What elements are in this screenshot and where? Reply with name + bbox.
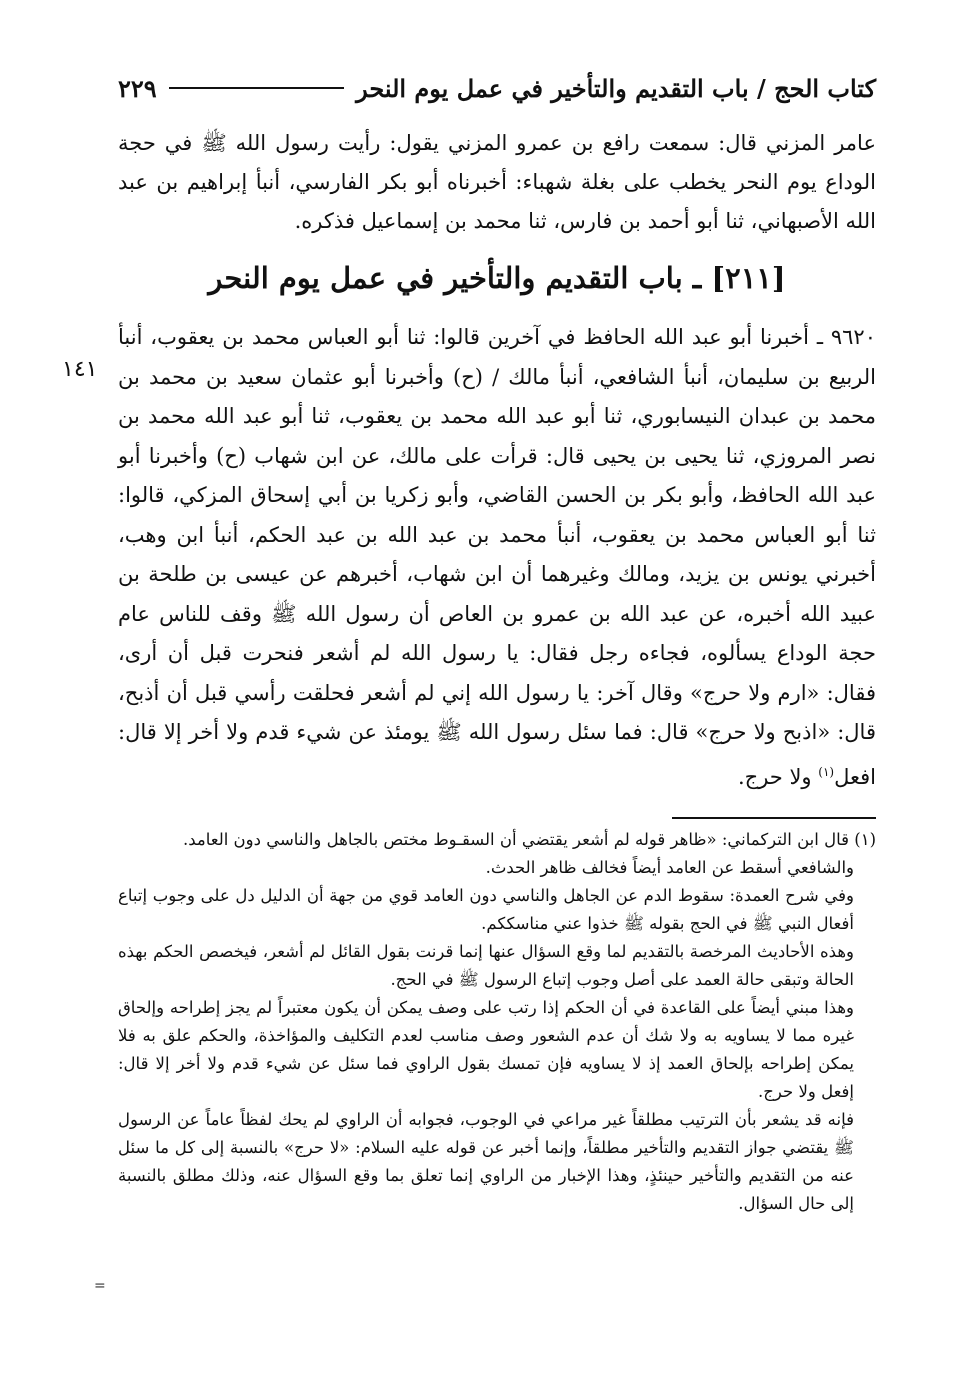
page-number: ٢٢٩	[118, 73, 157, 103]
footnotes	[118, 826, 876, 1218]
footnote-separator	[672, 817, 876, 819]
hadith-text-end: ولا حرج.	[737, 764, 819, 789]
footnote-paragraph: وهذا مبني أيضاً على القاعدة في أن الحكم إذا رتب على وصف يمكن أن يكون معتبراً لم يجز إطراحه وإلحاق غيره مما لا يساويه به ولا شك أن عدم الشعور وصف مناسب لعدم التكليف والمؤاخذة، والحكم علق به فلا يمكن إطراحه بإلحاق العمد إذ لا يساويه فإن تمسك بقول الراوي فما سئل عن شيء قدم ولا أخر إلا قال: إفعل ولا حرج.	[118, 998, 854, 1101]
header-rule	[169, 87, 344, 89]
hadith-text	[118, 318, 876, 797]
footnote-marker[interactable]: (١)	[818, 764, 835, 779]
footnote-paragraph: وفي شرح العمدة: سقوط الدم عن الجاهل والناسي دون العامد قوي من جهة أن الدليل دل على وجوب إتباع أفعال النبي ﷺ في الحج بقوله ﷺ خذوا عني مناسككم.	[118, 886, 854, 933]
footnote-paragraph: وهذه الأحاديث المرخصة بالتقديم لما وقع السؤال عنها إنما قرنت بقول القائل لم أشعر، فيخصص الحكم بهذه الحالة وتبقى حالة العمد على أصل وجوب إتباع الرسول ﷺ في الحج.	[118, 942, 854, 989]
hadith-text-main: ٩٦٢٠ ـ أخبرنا أبو عبد الله الحافظ في آخرين قالوا: ثنا أبو العباس محمد بن يعقوب، أنبأ الربيع بن سليمان، أنبأ الشافعي، أنبأ مالك / (ح) وأخبرنا أبو عثمان سعيد بن محمد بن محمد بن عبدان النيسابوري، ثنا أبو عبد الله محمد بن يعقوب، ثنا أبو عبد الله محمد بن نصر المروزي، ثنا يحيى بن يحيى قال: قرأت على مالك، عن ابن شهاب (ح) وأخبرنا أبو عبد الله الحافظ، وأبو بكر بن الحسن القاضي، وأبو زكريا بن أبي إسحاق المزكي، قالوا: ثنا أبو العباس محمد بن يعقوب، أنبأ محمد بن عبد الله بن عبد الحكم، أنبأ ابن وهب، أخبرني يونس بن يزيد، ومالك وغيرهما أن ابن شهاب، أخبرهم عن عيسى بن طلحة بن عبيد الله أخبره، عن عبد الله بن عمرو بن العاص أن رسول الله ﷺ وقف للناس عام حجة الوداع يسألوه، فجاءه رجل فقال: يا رسول الله لم أشعر فنحرت قبل أن أرى، فقال: «ارم ولا حرج» وقال آخر: يا رسول الله إني لم أشعر فحلقت رأسي قبل أن أذبح، قال: «اذبح ولا حرج» قال: فما سئل رسول الله ﷺ يومئذ عن شيء قدم ولا أخر إلا قال: افعل	[118, 325, 876, 789]
chapter-heading: [٢١١] ـ باب التقديم والتأخير في عمل يوم النحر	[208, 261, 786, 295]
running-title: كتاب الحج / باب التقديم والتأخير في عمل يوم النحر	[356, 73, 876, 103]
intro-paragraph	[118, 124, 876, 241]
footnote-1: (١) قال ابن التركماني: «ظاهر قوله لم أشعر يقتضي أن السقـوط مختص بالجاهل والناسي دون العامد.	[182, 830, 876, 849]
footnote-1-continuation: والشافعي أسقط عن العامد أيضاً فخالف ظاهر الحدث.	[485, 858, 854, 877]
running-header	[118, 66, 876, 110]
intro-text: عامر المزني قال: سمعت رافع بن عمرو المزني يقول: رأيت رسول الله ﷺ في حجة الوداع يوم النحر يخطب على بغلة شهباء: أخبرناه أبو بكر الفارسي، أنبأ إبراهيم بن عبد الله الأصبهاني، ثنا أبو أحمد بن فارس، ثنا محمد بن إسماعيل فذكره.	[118, 131, 876, 233]
footnote-paragraph: فإنه قد يشعر بأن الترتيب مطلقاً غير مراعي في الوجوب، فجوابه أن الراوي لم يحك لفظاً عاماً عن الرسول ﷺ يقتضي جواز التقديم والتأخير مطلقاً، وإنما أخبر عن قوله عليه السلام: «لا حرج» بالنسبة إلى كل ما سئل عنه من التقديم والتأخير حينئذٍ، وهذا الإخبار من الراوي إنما تعلق بما وقع السؤال عنه، وذلك مطلق بالنسبة إلى حال السؤال.	[118, 1110, 854, 1213]
margin-number: ١٤١	[62, 357, 98, 382]
margin-tick: =	[94, 1278, 106, 1294]
hadith-paragraph	[118, 318, 876, 797]
